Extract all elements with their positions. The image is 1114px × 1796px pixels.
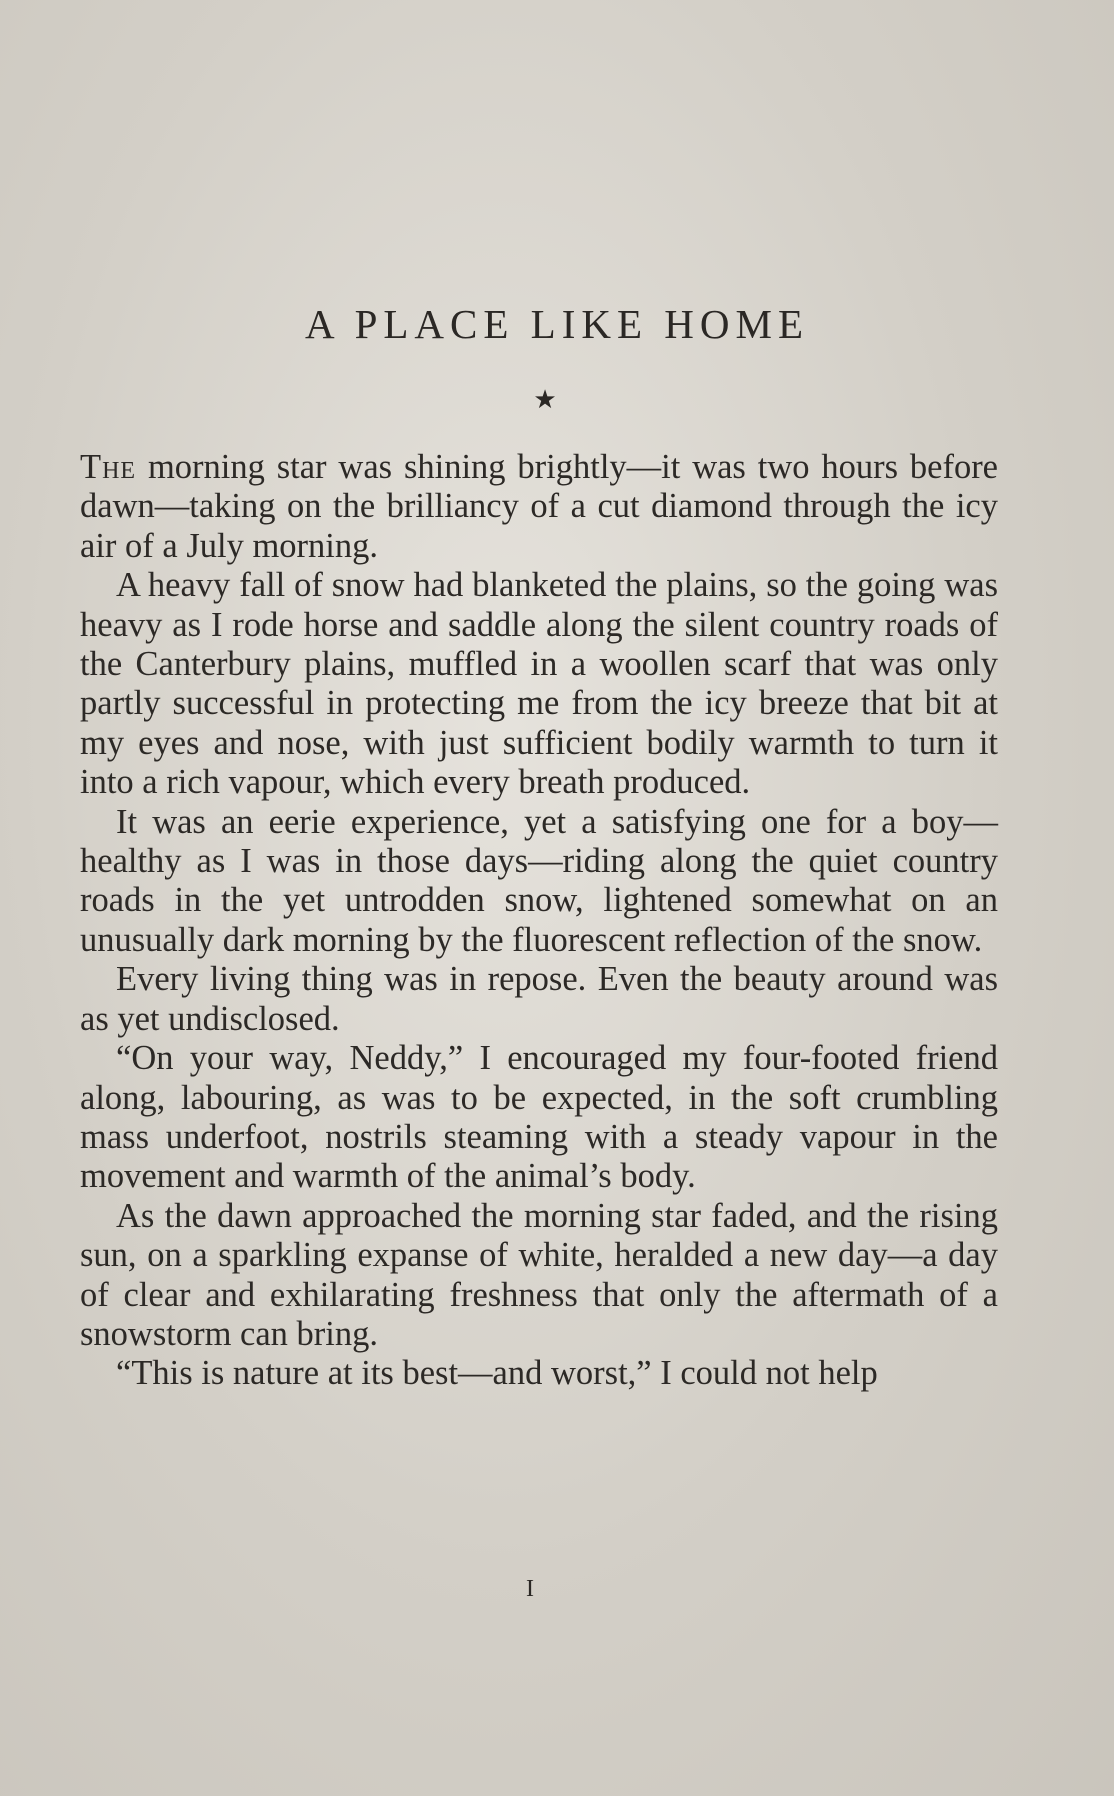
paragraph-4: Every living thing was in repose. Even the beauty around was as yet undisclosed.	[80, 960, 998, 1038]
paragraph-6: As the dawn approached the morning star faded, and the rising sun, on a sparkling expanse of white, heralded a new day—a day of clear and exhilarating freshness that only the aftermath of a snowstorm can bring.	[80, 1196, 998, 1353]
chapter-body	[80, 448, 998, 1394]
paragraph-7: “This is nature at its best—and worst,” I could not help	[116, 1354, 878, 1393]
paragraph-1-text: morning star was shining brightly—it was two hours before dawn—taking on the brilliancy of a cut diamond through the icy air of a July morning.	[80, 448, 998, 565]
paragraph-3: It was an eerie experience, yet a satisfying one for a boy—healthy as I was in those days—riding along the quiet country roads in the yet untrodden snow, lightened somewhat on an unusually dark morning by the fluorescent reflection of the snow.	[80, 802, 998, 959]
drop-lead-word: The	[80, 448, 137, 486]
paragraph-5: “On your way, Neddy,” I encouraged my four-footed friend along, labouring, as was to be expected, in the soft crumbling mass underfoot, nostrils steaming with a steady vapour in the movement and warmth of the animal’s body.	[80, 1039, 998, 1196]
star-ornament-icon: ★	[533, 385, 557, 415]
chapter-title: A PLACE LIKE HOME	[304, 301, 809, 347]
paragraph-2: A heavy fall of snow had blanketed the plains, so the going was heavy as I rode horse and saddle along the silent country roads of the Canterbury plains, muffled in a woollen scarf that was only partly successful in protecting me from the icy breeze that bit at my eyes and nose, with just sufficient bodily warmth to turn it into a rich vapour, which every breath produced.	[80, 566, 998, 802]
page-number: I	[526, 1576, 534, 1602]
paragraph-1	[80, 448, 998, 566]
